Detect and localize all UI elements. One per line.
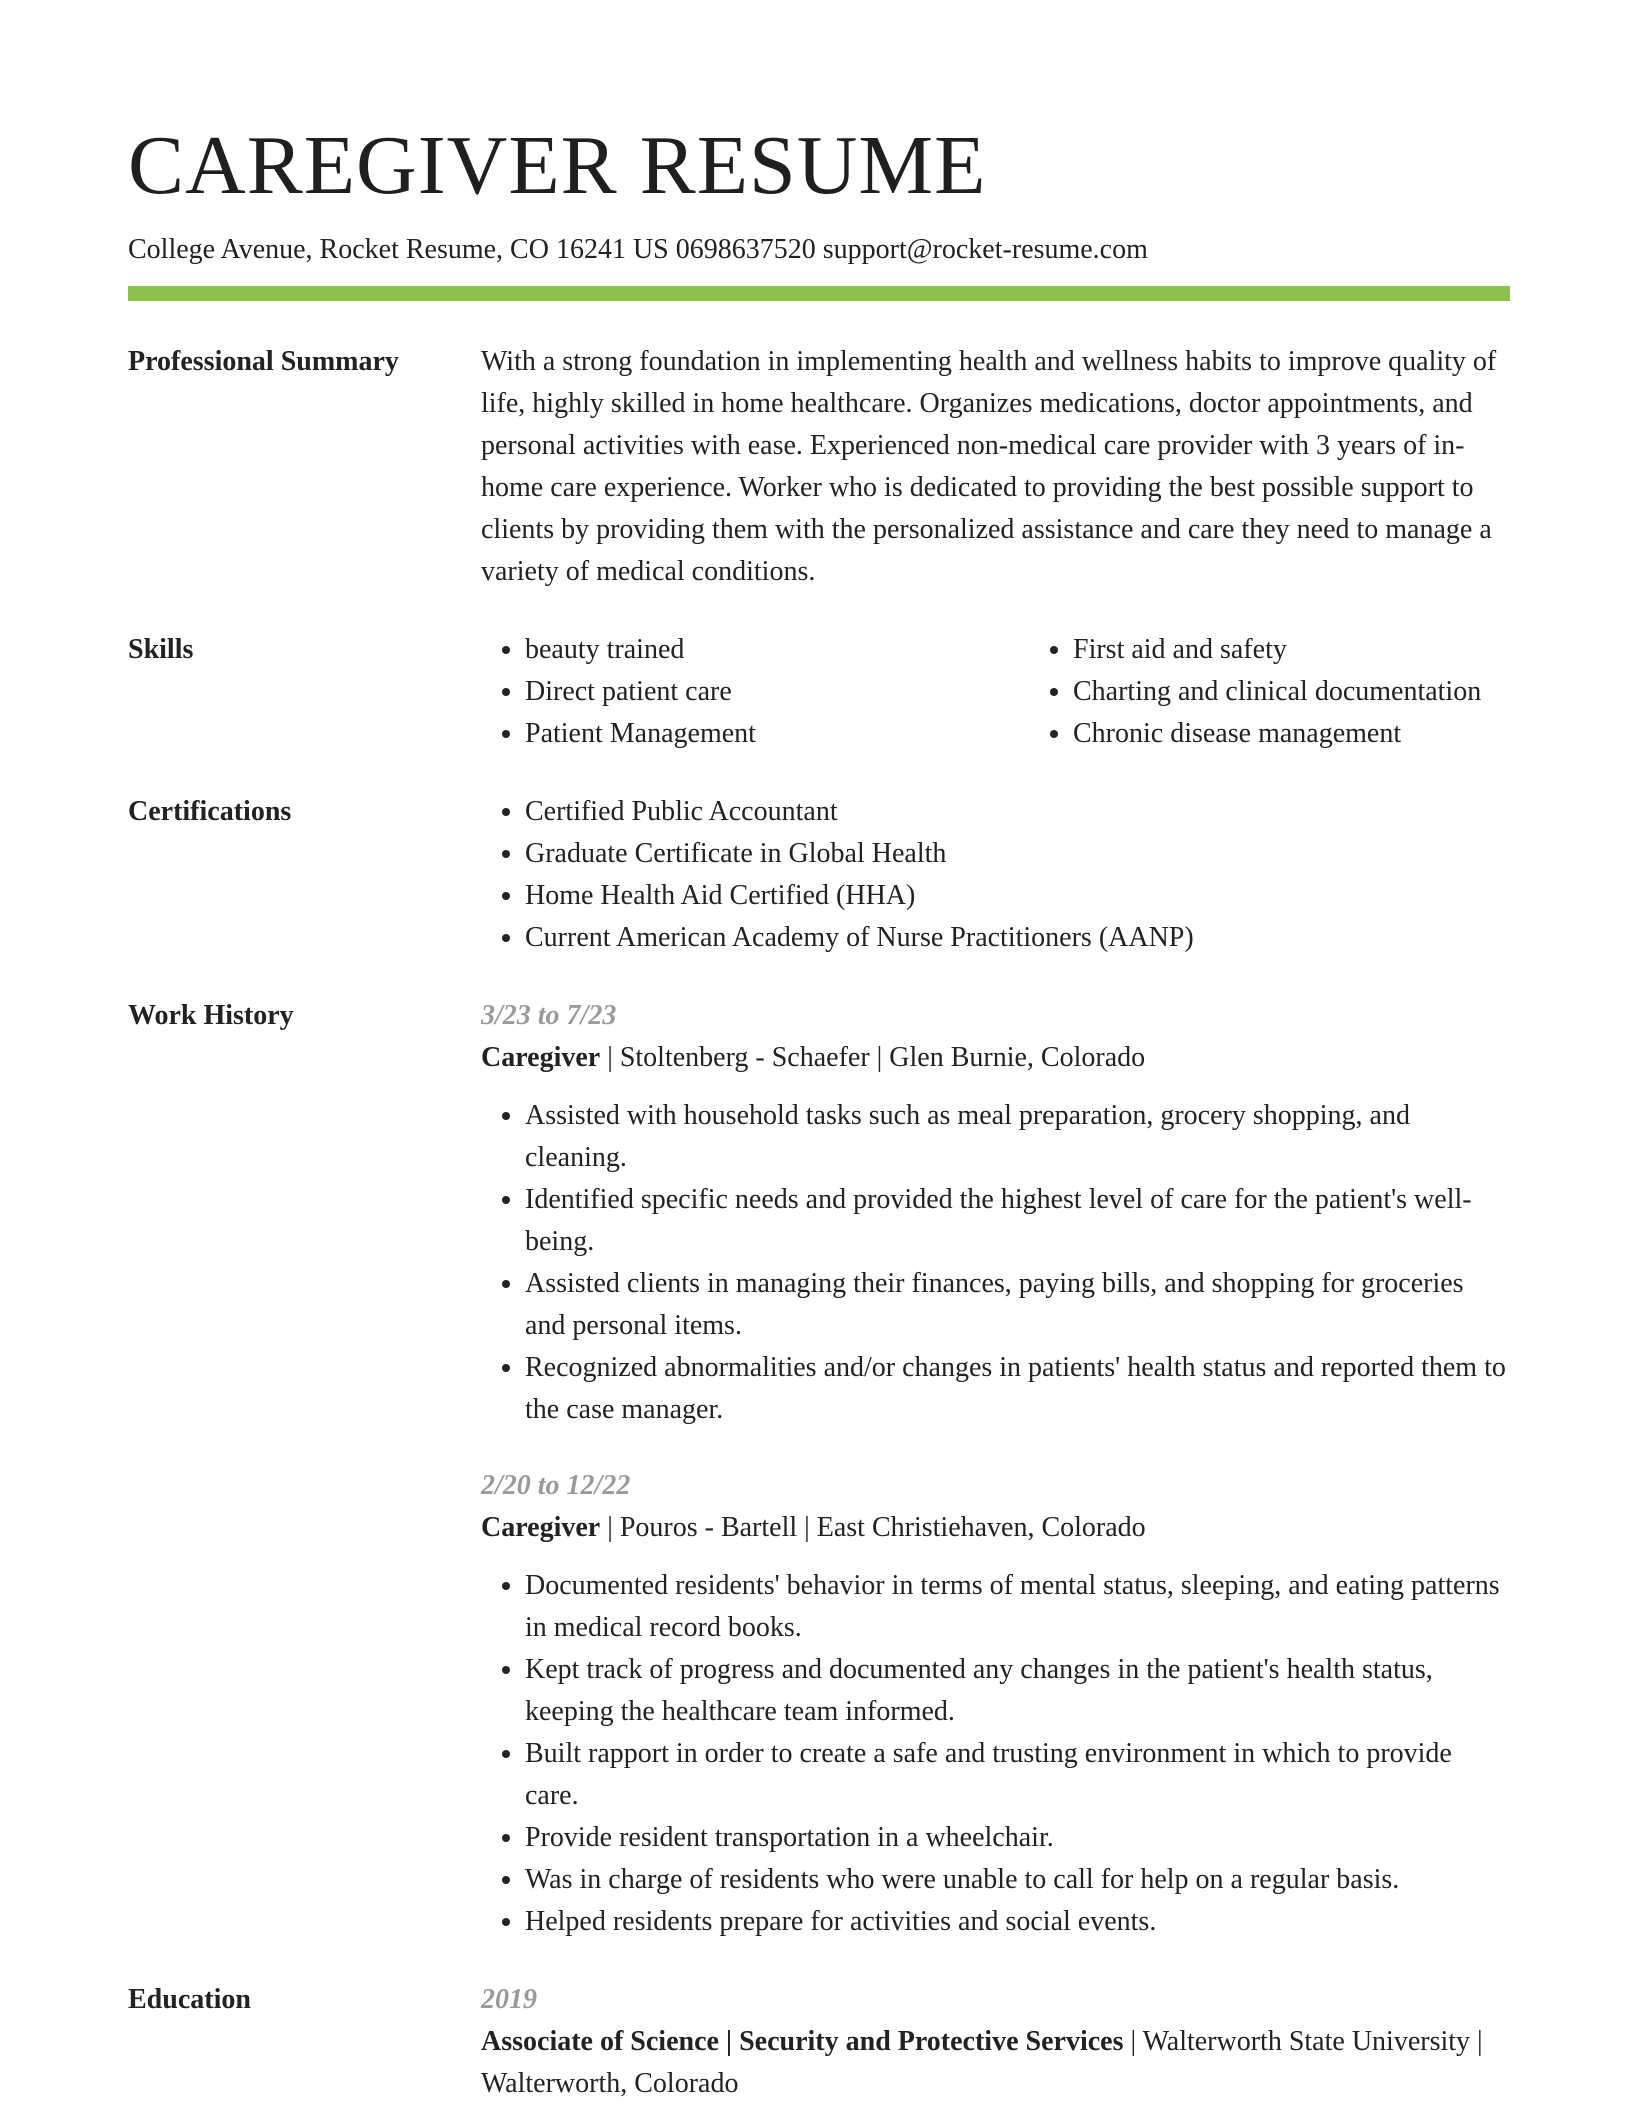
job-bullet: • Kept track of progress and documented any changes in the patient's health status, keeping the healthcare team informed. (525, 1649, 1510, 1733)
job-separator: | (600, 1512, 620, 1543)
job-bullets (481, 1565, 1510, 1943)
summary-text: With a strong foundation in implementing health and wellness habits to improve quality of life, highly skilled in home healthcare. Organizes medications, doctor appointments, and personal activities with ease. Experienced non-medical care provider with 3 years of in-home care experience. Worker who is dedicated to providing the best possible support to clients by providing them with the personalized assistance and care they need to manage a variety of medical conditions. (481, 346, 1497, 587)
section-body-summary (481, 341, 1510, 593)
section-skills (128, 629, 1510, 755)
education-body (481, 1979, 1510, 2105)
skill-item: • Charting and clinical documentation (1073, 671, 1510, 713)
certification-item: • Certified Public Accountant (525, 791, 1510, 833)
contact-line (128, 232, 1510, 268)
section-label-work-history: Work History (128, 1000, 294, 1031)
job-location: Glen Burnie, Colorado (889, 1042, 1146, 1073)
education-location: Walterworth, Colorado (481, 2068, 739, 2099)
section-work-history (128, 995, 1510, 1943)
education-heading (481, 2021, 1510, 2105)
job-heading (481, 1507, 1510, 1549)
job-company: Pouros - Bartell (619, 1512, 798, 1543)
skills-column-left (481, 629, 1029, 755)
skill-item: • Direct patient care (525, 671, 1029, 713)
job-bullet: • Was in charge of residents who were unable to call for help on a regular basis. (525, 1859, 1510, 1901)
job-bullet: • Recognized abnormalities and/or changes in patients' health status and reported them to the case manager. (525, 1347, 1510, 1431)
job-bullets (481, 1095, 1510, 1431)
job-heading (481, 1037, 1510, 1079)
job-bullet: • Helped residents prepare for activities and social events. (525, 1901, 1510, 1943)
job-separator: | (869, 1042, 890, 1073)
job-bullet: • Assisted clients in managing their finances, paying bills, and shopping for groceries and personal items. (525, 1263, 1510, 1347)
certifications-list (481, 791, 1510, 959)
education-school: Walterworth State University (1142, 2026, 1471, 2057)
skill-item: • First aid and safety (1073, 629, 1510, 671)
contact-address: College Avenue, Rocket Resume, CO 16241 US (128, 234, 669, 265)
job-title: Caregiver (481, 1512, 601, 1543)
job-bullet: • Provide resident transportation in a wheelchair. (525, 1817, 1510, 1859)
job-title: Caregiver (481, 1042, 601, 1073)
skills-list (481, 629, 1510, 755)
job-bullet: • Assisted with household tasks such as meal preparation, grocery shopping, and cleaning. (525, 1095, 1510, 1179)
contact-email: support@rocket-resume.com (822, 234, 1148, 265)
job-bullet: • Built rapport in order to create a safe and trusting environment in which to provide care. (525, 1733, 1510, 1817)
job-bullet: • Documented residents' behavior in terms of mental status, sleeping, and eating patterns in medical record books. (525, 1565, 1510, 1649)
skills-column-right (1029, 629, 1510, 755)
job-date: 3/23 to 7/23 (481, 1000, 617, 1031)
job-date: 2/20 to 12/22 (481, 1470, 631, 1501)
section-label-skills: Skills (128, 634, 194, 665)
skill-item: • beauty trained (525, 629, 1029, 671)
section-certifications (128, 791, 1510, 959)
contact-phone: 0698637520 (675, 234, 816, 265)
job-bullet: • Identified specific needs and provided the highest level of care for the patient's well-being. (525, 1179, 1510, 1263)
section-education (128, 1979, 1510, 2105)
job-entry (481, 995, 1510, 1431)
education-degree: Associate of Science | Security and Protective Services (481, 2026, 1124, 2057)
header-divider (128, 286, 1510, 301)
section-label-summary: Professional Summary (128, 346, 399, 377)
section-label-certifications: Certifications (128, 796, 292, 827)
section-professional-summary (128, 341, 1510, 593)
job-separator: | (797, 1512, 817, 1543)
section-label-education: Education (128, 1984, 251, 2015)
education-year: 2019 (481, 1984, 537, 2015)
job-company: Stoltenberg - Schaefer (619, 1042, 870, 1073)
certification-item: • Home Health Aid Certified (HHA) (525, 875, 1510, 917)
education-separator: | (1470, 2026, 1483, 2057)
job-entry (481, 1465, 1510, 1943)
work-history-body (481, 995, 1510, 1943)
certification-item: • Graduate Certificate in Global Health (525, 833, 1510, 875)
job-location: East Christiehaven, Colorado (816, 1512, 1146, 1543)
resume-title: CAREGIVER RESUME (128, 119, 987, 212)
education-separator: | (1123, 2026, 1143, 2057)
skill-item: • Patient Management (525, 713, 1029, 755)
certification-item: • Current American Academy of Nurse Practitioners (AANP) (525, 917, 1510, 959)
job-separator: | (600, 1042, 620, 1073)
skill-item: • Chronic disease management (1073, 713, 1510, 755)
